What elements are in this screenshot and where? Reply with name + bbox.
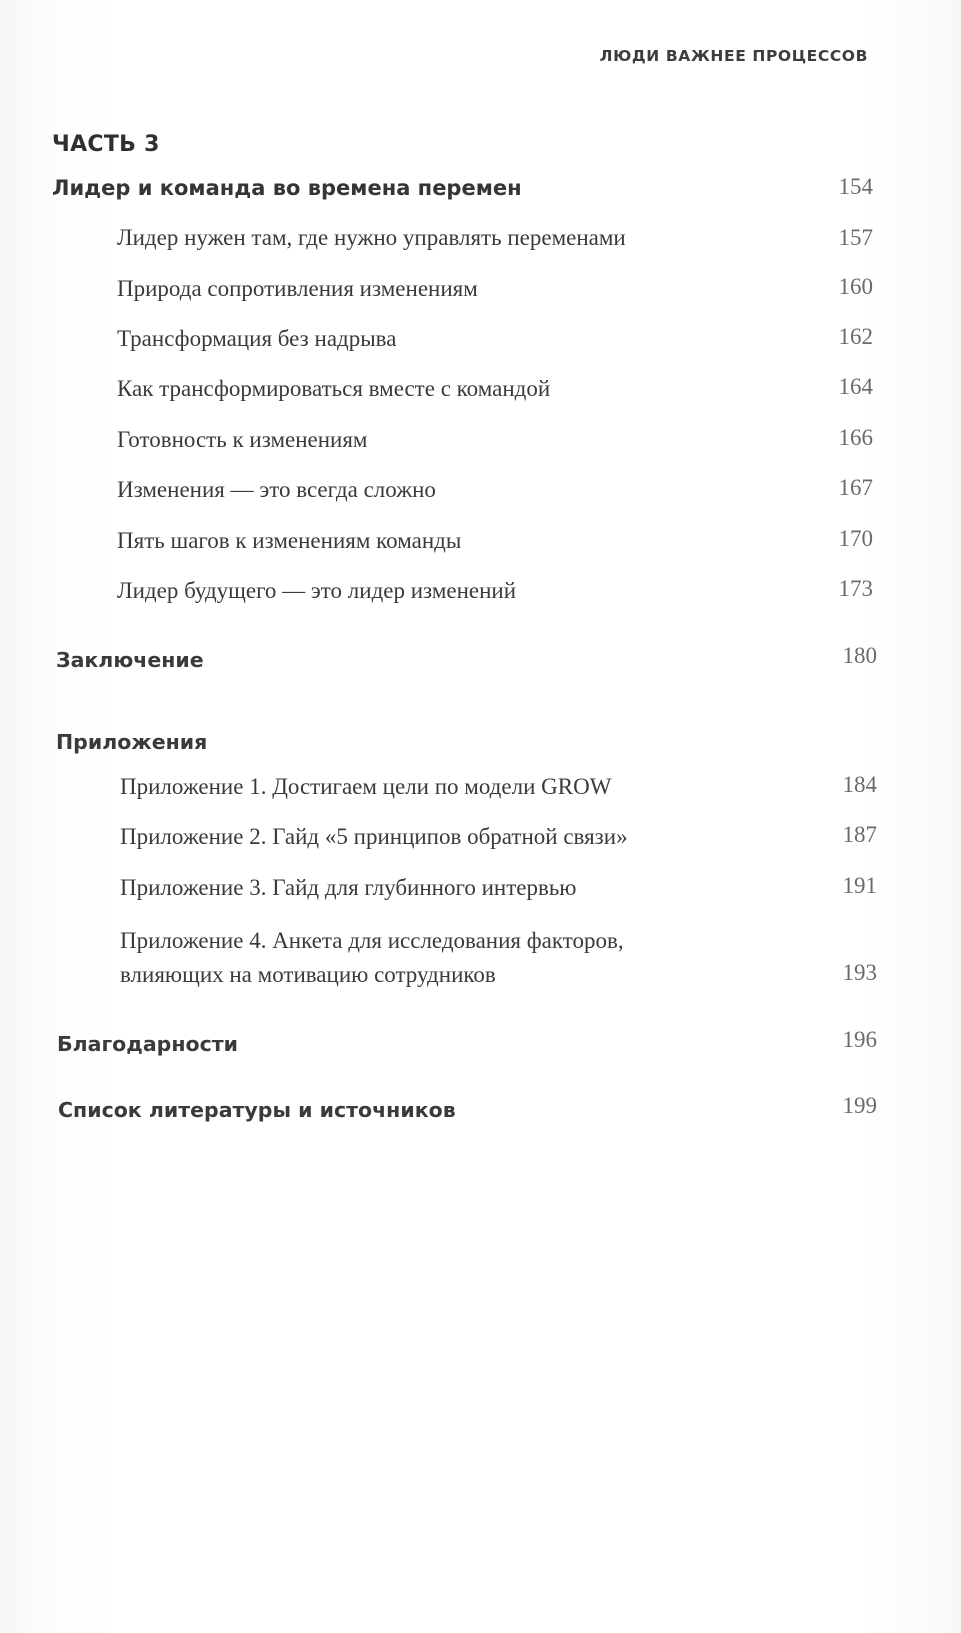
toc-entry-title: Лидер нужен там, где нужно управлять переменами xyxy=(117,225,626,250)
toc-entry-conclusion[interactable] xyxy=(0,643,961,680)
toc-entry-title: Природа сопротивления изменениям xyxy=(117,276,478,301)
toc-entry-title: Лидер и команда во времена перемен xyxy=(52,176,522,200)
toc-entry-acknowledgements[interactable] xyxy=(0,1027,961,1064)
toc-entry-page: 157 xyxy=(838,225,873,250)
toc-entry-page: 184 xyxy=(842,772,877,797)
toc-entry-section[interactable] xyxy=(0,326,961,360)
toc-entry-page: 170 xyxy=(838,526,873,551)
toc-entry-page: 191 xyxy=(842,873,877,898)
toc-entry-appendix[interactable] xyxy=(0,824,961,858)
toc-entry-page: 160 xyxy=(838,274,873,299)
toc-entry-title: Пять шагов к изменениям команды xyxy=(117,528,462,553)
toc-entry-references[interactable] xyxy=(0,1093,961,1130)
running-head: ЛЮДИ ВАЖНЕЕ ПРОЦЕССОВ xyxy=(599,47,868,65)
toc-entry-title: Готовность к изменениям xyxy=(117,427,368,452)
toc-entry-page: 162 xyxy=(838,324,873,349)
toc-entry-page: 166 xyxy=(838,425,873,450)
toc-entry-appendix[interactable] xyxy=(0,774,961,808)
toc-entry-page: 187 xyxy=(842,822,877,847)
toc-entry-title: Приложение 4. Анкета для исследования факторов, xyxy=(120,928,624,953)
toc-entry-section[interactable] xyxy=(0,427,961,461)
toc-entry-title: Трансформация без надрыва xyxy=(117,326,397,351)
toc-entry-title: Благодарности xyxy=(57,1032,238,1056)
toc-entry-section[interactable] xyxy=(0,578,961,612)
part-label: ЧАСТЬ 3 xyxy=(52,132,160,157)
toc-entry-page: 173 xyxy=(838,576,873,601)
toc-entry-title: Изменения — это всегда сложно xyxy=(117,477,436,502)
toc-entry-page: 154 xyxy=(838,174,873,199)
toc-entry-title: Список литературы и источников xyxy=(58,1098,456,1122)
toc-entry-page: 193 xyxy=(842,960,877,985)
toc-entry-page: 196 xyxy=(842,1027,877,1052)
toc-entry-page: 199 xyxy=(842,1093,877,1118)
toc-entry-section[interactable] xyxy=(0,376,961,410)
toc-entry-appendix[interactable] xyxy=(0,928,961,1008)
toc-heading-appendices[interactable] xyxy=(0,728,961,762)
toc-entry-appendix[interactable] xyxy=(0,875,961,909)
toc-entry-title: Приложение 2. Гайд «5 принципов обратной связи» xyxy=(120,824,628,849)
toc-entry-title: Лидер будущего — это лидер изменений xyxy=(117,578,517,603)
toc-entry-page: 180 xyxy=(842,643,877,668)
toc-entry-title: Приложение 1. Достигаем цели по модели GROW xyxy=(120,774,612,799)
toc-entry-section[interactable] xyxy=(0,225,961,259)
toc-entry-section[interactable] xyxy=(0,477,961,511)
toc-entry-title: Как трансформироваться вместе с командой xyxy=(117,376,551,401)
toc-entry-title-continuation: влияющих на мотивацию сотрудников xyxy=(120,962,496,987)
toc-entry-section[interactable] xyxy=(0,528,961,562)
toc-entry-page: 167 xyxy=(838,475,873,500)
toc-entry-title: Приложения xyxy=(56,730,208,754)
toc-entry-page: 164 xyxy=(838,374,873,399)
toc-entry-section[interactable] xyxy=(0,276,961,310)
toc-entry-title: Приложение 3. Гайд для глубинного интервью xyxy=(120,875,577,900)
toc-entry-chapter[interactable] xyxy=(0,174,961,208)
toc-entry-title: Заключение xyxy=(56,648,204,672)
